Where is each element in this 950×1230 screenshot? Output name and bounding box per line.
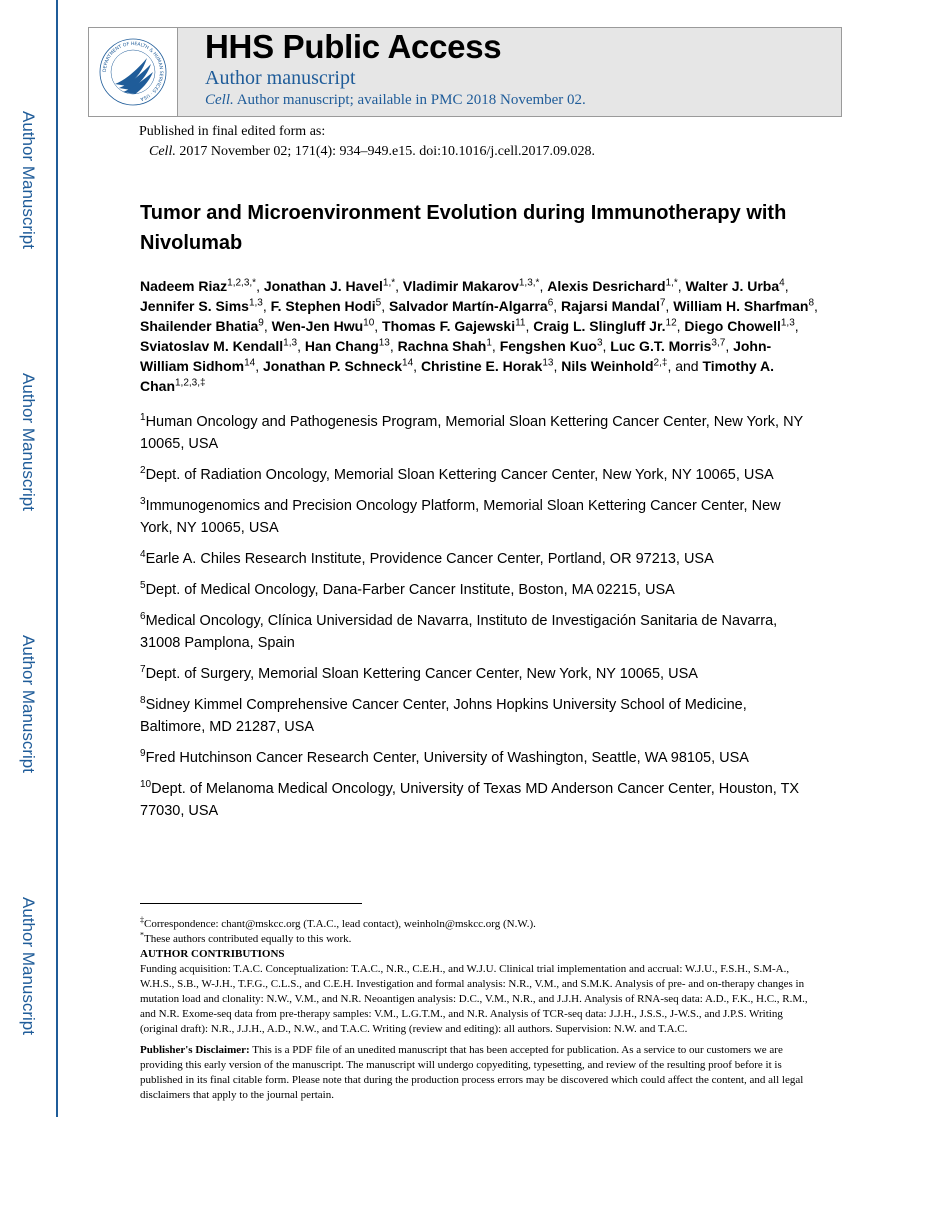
author-name: Christine E. Horak <box>420 358 543 374</box>
affiliation-text: Fred Hutchinson Cancer Research Center, University of Washington, Seattle, WA 98105, USA <box>145 750 749 766</box>
author-separator: , <box>389 338 398 354</box>
hhs-eagle-icon <box>97 36 169 108</box>
author-name: William H. Sharfman <box>673 298 809 314</box>
affiliation-item <box>140 495 810 539</box>
hhs-availability: Cell. Author manuscript; available in PMC 2018 November 02. <box>205 92 586 108</box>
author-separator: , <box>784 278 789 294</box>
author-name: Vladimir Makarov <box>402 278 519 294</box>
affiliation-number: 3 <box>140 496 146 508</box>
author-affiliation-marker: 3,7 <box>711 337 726 349</box>
affiliation-number: 10 <box>140 779 152 791</box>
author-name: Nadeem Riaz <box>140 278 228 294</box>
author-separator: , <box>725 338 734 354</box>
author-affiliation-marker: 1,2,3,* <box>227 277 257 289</box>
author-separator: , <box>374 318 383 334</box>
author-affiliation-marker: 10 <box>363 317 375 329</box>
hhs-subtitle: Author manuscript <box>205 67 356 89</box>
author-separator: , <box>255 358 264 374</box>
author-name: Jonathan J. Havel <box>263 278 383 294</box>
author-affiliation-marker: 14 <box>244 357 256 369</box>
author-separator: , <box>539 278 548 294</box>
author-name: Alexis Desrichard <box>547 278 666 294</box>
footnote-rule <box>140 903 362 904</box>
publisher-disclaimer: Publisher's Disclaimer: This is a PDF file of an unedited manuscript that has been accepted for publication. As a service to our customers we are providing this early version of the manuscript. The manuscript will undergo copyediting, typesetting, and review of the resulting proof before it is published in its final citable form. Please note that during the production process errors may be discovered which could affect the content, and all legal disclaimers that apply to the journal pertain. <box>140 1044 804 1101</box>
affiliation-text: Sidney Kimmel Comprehensive Cancer Center, Johns Hopkins University School of Medicine, Baltimore, MD 21287, USA <box>140 697 747 735</box>
author-separator: , <box>553 298 562 314</box>
author-separator: , <box>381 298 389 314</box>
hhs-header <box>88 27 842 117</box>
author-affiliation-marker: 1,3 <box>248 297 263 309</box>
author-affiliation-marker: 1,3 <box>283 337 298 349</box>
affiliation-text: Medical Oncology, Clínica Universidad de Navarra, Instituto de Investigación Sanitaria de Navarra, 31008 Pamplona, Spain <box>140 613 778 651</box>
author-affiliation-marker: 12 <box>665 317 677 329</box>
affiliation-item <box>140 694 810 738</box>
author-affiliation-marker: 1,3,* <box>518 277 540 289</box>
author-separator: , <box>297 338 305 354</box>
author-affiliation-marker: 4 <box>779 277 785 289</box>
affiliation-number: 4 <box>140 549 146 561</box>
author-name: Sviatoslav M. Kendall <box>140 338 284 354</box>
author-affiliation-marker: 11 <box>515 317 526 329</box>
author-affiliation-marker: 5 <box>375 297 382 309</box>
affiliation-number: 6 <box>140 611 146 623</box>
affiliation-item <box>140 747 810 769</box>
author-name: Luc G.T. Morris <box>610 338 712 354</box>
author-separator: , <box>262 298 271 314</box>
author-separator: , and <box>667 358 703 374</box>
author-name: Jennifer S. Sims <box>140 298 249 314</box>
author-affiliation-marker: 9 <box>258 317 264 329</box>
author-name: Diego Chowell <box>684 318 781 334</box>
author-name: John-William Sidhom <box>140 338 772 374</box>
footnotes <box>140 917 818 1103</box>
affiliation-item <box>140 464 810 486</box>
author-separator: , <box>677 278 686 294</box>
author-separator: , <box>814 298 818 314</box>
author-name: F. Stephen Hodi <box>270 298 376 314</box>
author-affiliation-marker: 1,3 <box>780 317 795 329</box>
author-separator: , <box>491 338 500 354</box>
published-label: Published in final edited form as: <box>139 124 326 139</box>
affiliation-text: Earle A. Chiles Research Institute, Providence Cancer Center, Portland, OR 97213, USA <box>145 551 714 567</box>
author-name: Wen-Jen Hwu <box>271 318 364 334</box>
author-affiliation-marker: 1 <box>486 337 492 349</box>
hhs-logo <box>89 28 178 116</box>
author-affiliation-marker: 13 <box>542 357 554 369</box>
hhs-title: HHS Public Access <box>205 28 502 65</box>
author-name: Craig L. Slingluff Jr. <box>533 318 666 334</box>
author-affiliation-marker: 2,‡ <box>653 357 668 369</box>
affiliation-text: Immunogenomics and Precision Oncology Platform, Memorial Sloan Kettering Cancer Center, New York, NY 10065, USA <box>140 498 781 536</box>
affiliation-number: 7 <box>140 664 146 676</box>
affiliation-item <box>140 548 810 570</box>
author-separator: , <box>413 358 421 374</box>
author-name: Jonathan P. Schneck <box>263 358 403 374</box>
affiliation-item <box>140 778 810 822</box>
contributions-heading: AUTHOR CONTRIBUTIONS <box>140 948 285 960</box>
author-name: Nils Weinhold <box>561 358 654 374</box>
affiliation-number: 2 <box>140 465 146 477</box>
author-affiliation-marker: 1,2,3,‡ <box>175 377 206 389</box>
author-separator: , <box>553 358 562 374</box>
author-affiliation-marker: 13 <box>378 337 390 349</box>
equal-contribution-note: *These authors contributed equally to this work. <box>140 930 352 945</box>
author-name: Fengshen Kuo <box>499 338 597 354</box>
author-name: Thomas F. Gajewski <box>382 318 516 334</box>
author-separator: , <box>602 338 611 354</box>
affiliation-item <box>140 610 810 654</box>
author-separator: , <box>263 318 272 334</box>
author-list <box>140 276 820 396</box>
affiliation-item <box>140 579 810 601</box>
published-citation: Cell. 2017 November 02; 171(4): 934–949.e15. doi:10.1016/j.cell.2017.09.028. <box>149 144 596 159</box>
contributions-text: Funding acquisition: T.A.C. Conceptualization: T.A.C., N.R., C.E.H., and W.J.U. Clinical trial implementation and accrual: W.J.U., F.S.H., S.M-A., W.H.S., S.B., W-J.H., T.F.G., C.L.S., and C.E.H. Investigation and formal analysis: N.R., V.M., and S.M.K. Analysis of pre- and on-therapy changes in mutation load and clonality: N.W., V.M., and N.R. Neoantigen analysis: D.C., V.M., N.R., and J.J.H. Analysis of RNA-seq data: A.D., F.K., H.C., R.M., and N.R. Exome-seq data from pre-therapy samples: V.M., L.G.T.M., and N.R. Analysis of TCR-seq data: J.J.H., J.S.S., J-W.S., and J.P.S. Writing (original draft): N.R., J.J.H., A.D., N.W., and T.A.C. Writing (review and editing): all authors. Supervision: N.W. and T.A.C. <box>140 963 808 1035</box>
affiliation-text: Dept. of Melanoma Medical Oncology, University of Texas MD Anderson Cancer Center, Houston, TX 77030, USA <box>140 781 800 819</box>
affiliation-list <box>140 411 810 831</box>
author-name: Rachna Shah <box>397 338 487 354</box>
affiliation-text: Dept. of Surgery, Memorial Sloan Kettering Cancer Center, New York, NY 10065, USA <box>145 666 698 682</box>
author-affiliation-marker: 1,* <box>665 277 678 289</box>
affiliation-text: Dept. of Medical Oncology, Dana-Farber Cancer Institute, Boston, MA 02215, USA <box>145 582 675 598</box>
author-separator: , <box>794 318 799 334</box>
author-affiliation-marker: 1,* <box>382 277 396 289</box>
author-name: Salvador Martín-Algarra <box>388 298 548 314</box>
correspondence-note: ‡Correspondence: chant@mskcc.org (T.A.C., lead contact), weinholn@mskcc.org (N.W.). <box>140 915 536 930</box>
author-affiliation-marker: 6 <box>547 297 554 309</box>
author-separator: , <box>665 298 674 314</box>
article-title: Tumor and Microenvironment Evolution during Immunotherapy with Nivolumab <box>140 202 787 254</box>
affiliation-item <box>140 663 810 685</box>
author-name: Shailender Bhatia <box>140 318 259 334</box>
author-name: Timothy A. Chan <box>140 358 775 394</box>
affiliation-item <box>140 411 810 455</box>
author-separator: , <box>525 318 534 334</box>
author-affiliation-marker: 7 <box>659 297 666 309</box>
author-name: Han Chang <box>304 338 379 354</box>
svg-text:DEPARTMENT OF HEALTH & HUMAN S: DEPARTMENT OF HEALTH & HUMAN SERVICES · USA <box>102 41 164 101</box>
author-separator: , <box>395 278 403 294</box>
author-separator: , <box>256 278 264 294</box>
author-name: Rajarsi Mandal <box>561 298 660 314</box>
affiliation-number: 5 <box>140 580 146 592</box>
affiliation-text: Human Oncology and Pathogenesis Program, Memorial Sloan Kettering Cancer Center, New York, NY 10065, USA <box>140 414 803 452</box>
affiliation-text: Dept. of Radiation Oncology, Memorial Sloan Kettering Cancer Center, New York, NY 10065, USA <box>145 467 774 483</box>
affiliation-number: 8 <box>140 695 146 707</box>
author-name: Walter J. Urba <box>685 278 780 294</box>
author-affiliation-marker: 3 <box>596 337 603 349</box>
author-affiliation-marker: 14 <box>402 357 414 369</box>
published-info <box>139 122 595 162</box>
affiliation-number: 9 <box>140 748 146 760</box>
author-affiliation-marker: 8 <box>808 297 815 309</box>
author-separator: , <box>676 318 685 334</box>
affiliation-number: 1 <box>140 412 146 424</box>
